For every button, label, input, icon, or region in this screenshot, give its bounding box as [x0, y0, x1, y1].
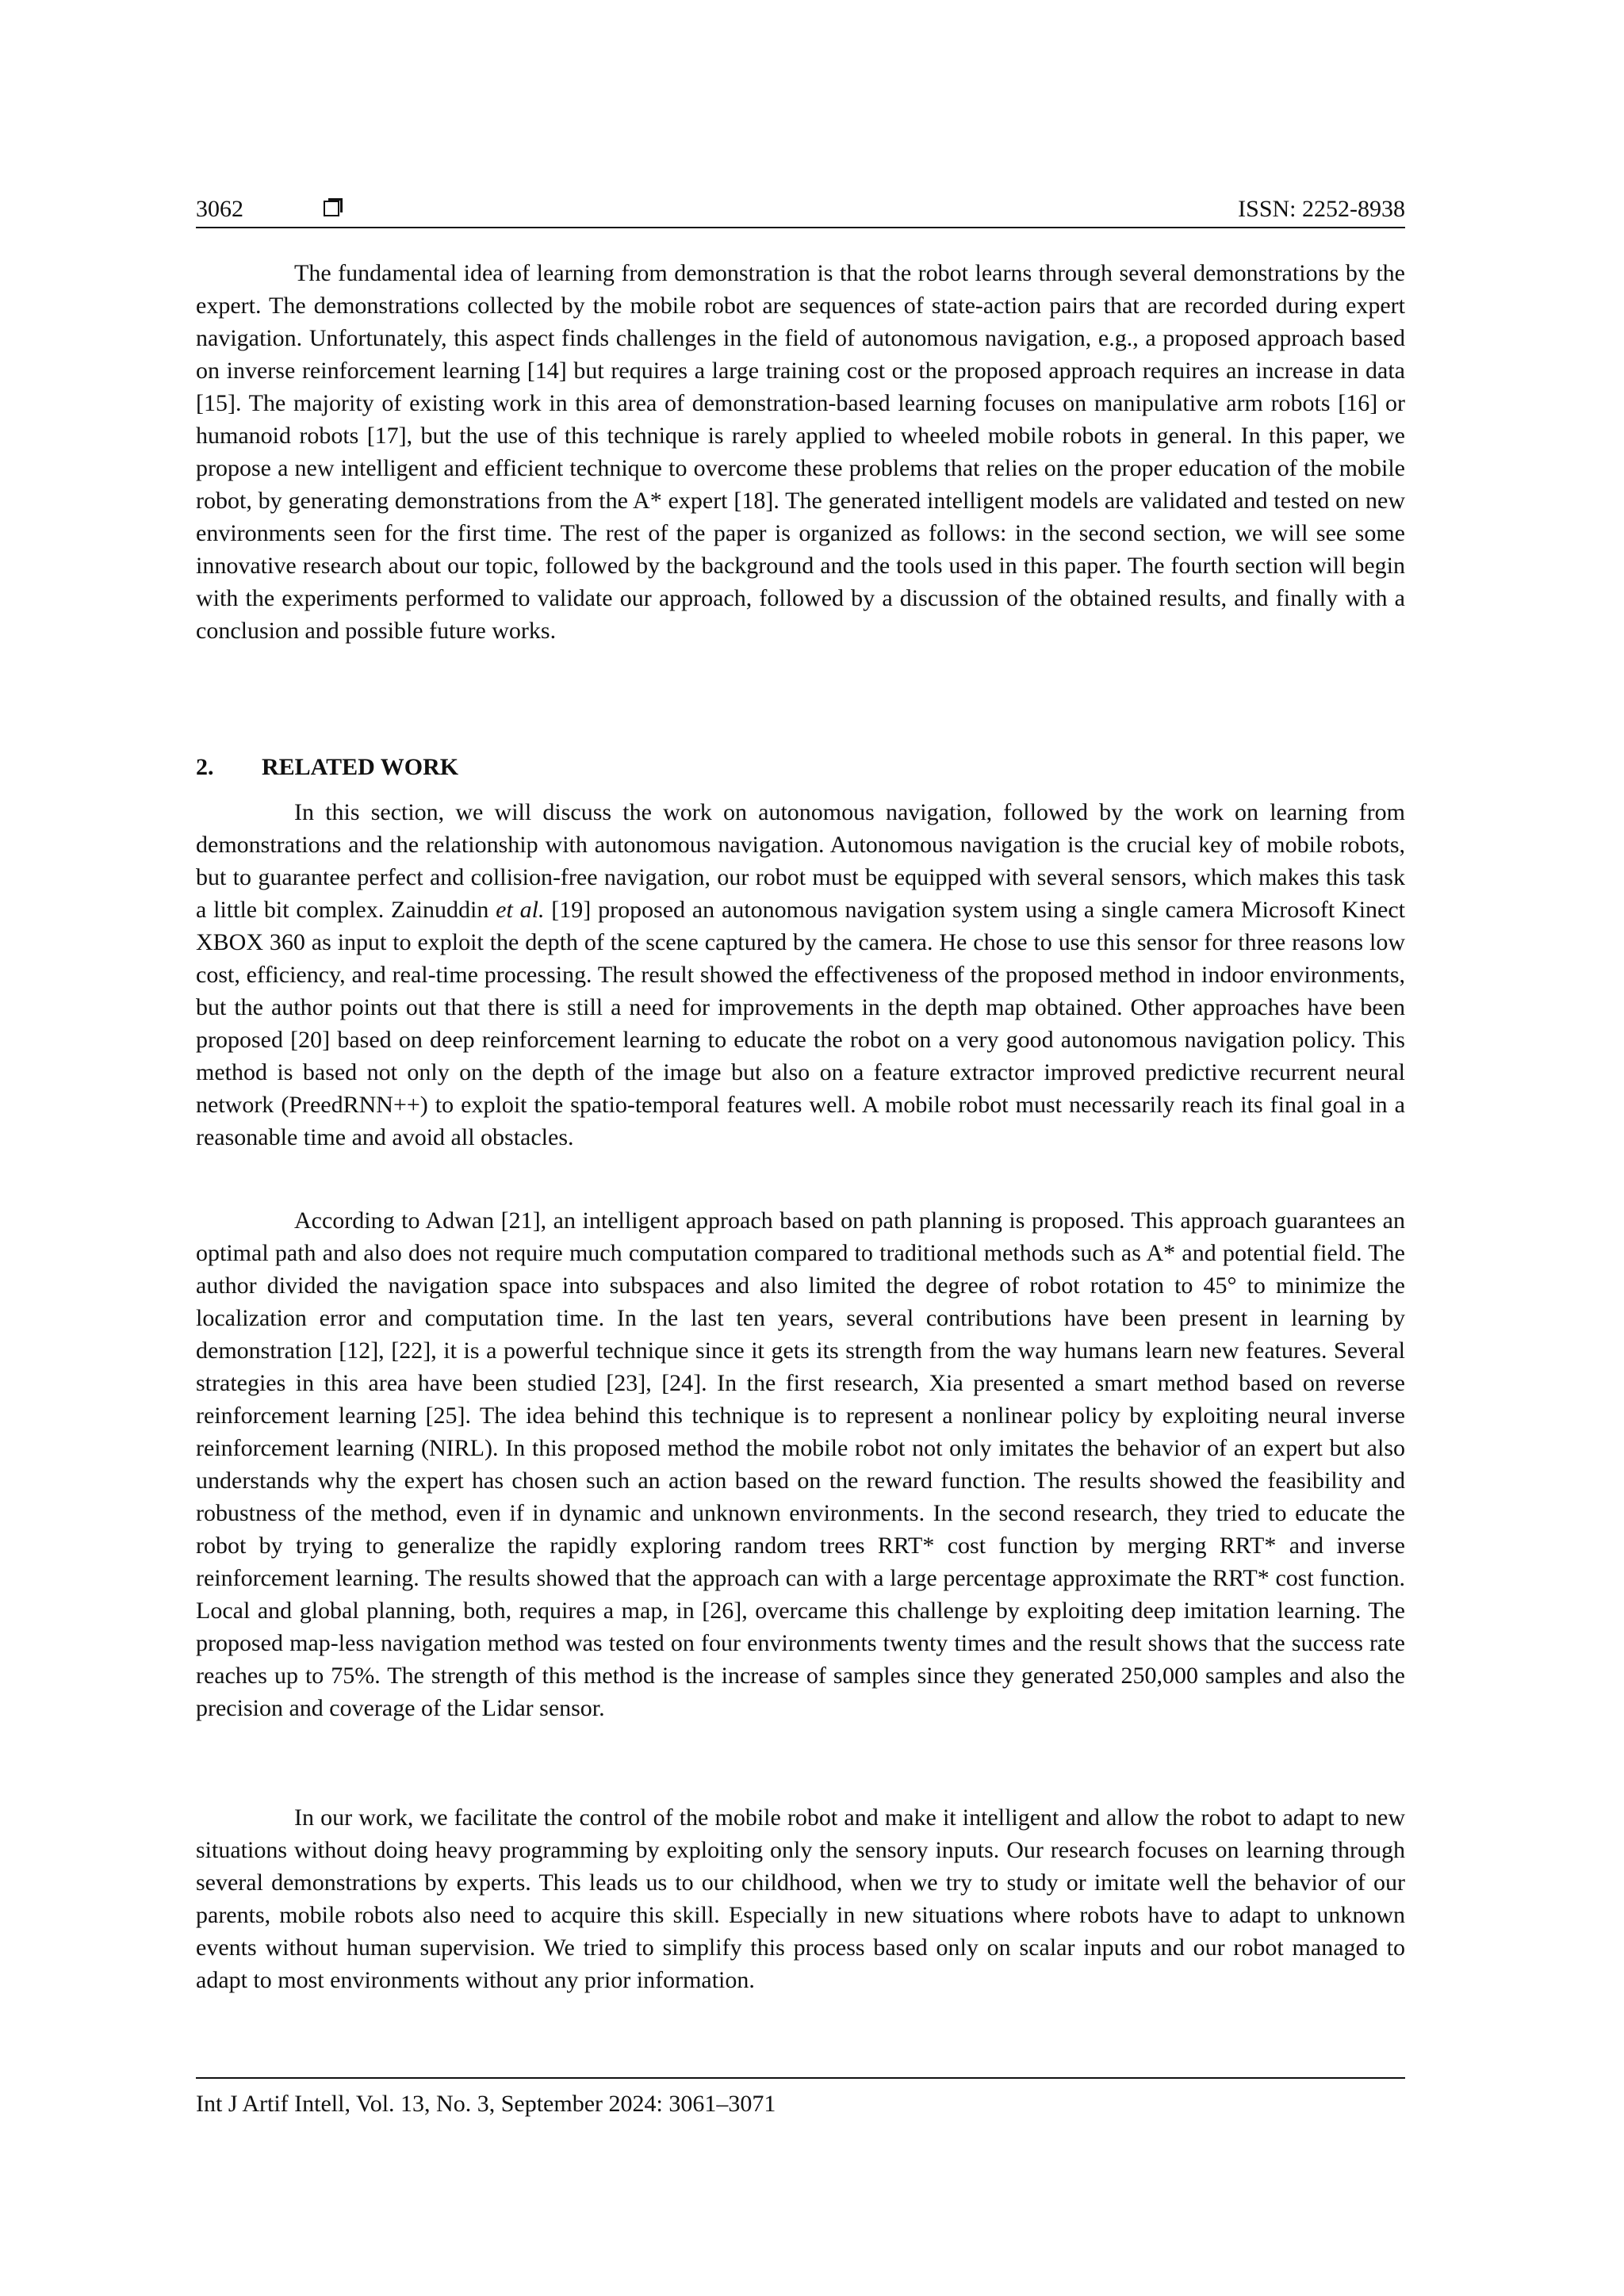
paragraph-related-work-1 [196, 796, 1405, 1154]
footer-rule [196, 2077, 1405, 2079]
header-rule [196, 227, 1405, 228]
section-title: RELATED WORK [262, 754, 459, 780]
related-work-paragraph-1-block [196, 796, 1405, 1154]
journal-footer: Int J Artif Intell, Vol. 13, No. 3, September 2024: 3061–3071 [196, 2091, 776, 2117]
section-number: 2. [196, 754, 214, 780]
paragraph-related-work-3: In our work, we facilitate the control of the mobile robot and make it intelligent and allow the robot to adapt to new situations without doing heavy programming by exploiting only the sensory inputs. Our research focuses on learning through several demonstrations by experts. This leads us to our childhood, when we try to study or imitate well the behavior of our parents, mobile robots also need to acquire this skill. Especially in new situations where robots have to adapt to unknown events without human supervision. We tried to simplify this process based only on scalar inputs and our robot managed to adapt to most environments without any prior information. [196, 1804, 1405, 1993]
page-number: 3062 [196, 196, 243, 222]
et-al-italic: et al. [496, 897, 545, 923]
intro-paragraph-block [196, 257, 1405, 647]
page-header [196, 193, 1405, 225]
checkbox-glyph-icon [324, 201, 339, 216]
section-heading [196, 752, 458, 783]
related-work-paragraph-3-block [196, 1801, 1405, 1996]
paragraph-related-work-2: According to Adwan [21], an intelligent approach based on path planning is proposed. This approach guarantees an optimal path and also does not require much computation compared to traditional methods such as A* and potential field. The author divided the navigation space into subspaces and also limited the degree of robot rotation to 45° to minimize the localization error and computation time. In the last ten years, several contributions have been present in learning by demonstration [12], [22], it is a powerful technique since it gets its strength from the way humans learn new features. Several strategies in this area have been studied [23], [24]. In the first research, Xia presented a smart method based on reverse reinforcement learning [25]. The idea behind this technique is to represent a nonlinear policy by exploiting neural inverse reinforcement learning (NIRL). In this proposed method the mobile robot not only imitates the behavior of an expert but also understands why the expert has chosen such an action based on the reward function. The results showed the feasibility and robustness of the method, even if in dynamic and unknown environments. In the second research, they tried to educate the robot by trying to generalize the rapidly exploring random trees RRT* cost function by merging RRT* and inverse reinforcement learning. The results showed that the approach can with a large percentage approximate the RRT* cost function. Local and global planning, both, requires a map, in [26], overcame this challenge by exploiting deep imitation learning. The proposed map-less navigation method was tested on four environments twenty times and the result shows that the success rate reaches up to 75%. The strength of this method is the increase of samples since they generated 250,000 samples and also the precision and coverage of the Lidar sensor. [196, 1207, 1405, 1721]
paragraph-text: In this section, we will discuss the work on autonomous navigation, followed by the work on learning from demonstrations and the relationship with autonomous navigation. Autonomous navigation is the crucial key of mobile robots, but to guarantee perfect and collision-free navigation, our robot must be equipped with several sensors, which makes this task a little bit complex. Zainuddin [196, 799, 1405, 923]
issn-label: ISSN: 2252-8938 [1238, 196, 1405, 222]
paragraph-intro: The fundamental idea of learning from demonstration is that the robot learns through several demonstrations by the expert. The demonstrations collected by the mobile robot are sequences of state-action pairs that are recorded during expert navigation. Unfortunately, this aspect finds challenges in the field of autonomous navigation, e.g., a proposed approach based on inverse reinforcement learning [14] but requires a large training cost or the proposed approach requires an increase in data [15]. The majority of existing work in this area of demonstration-based learning focuses on manipulative arm robots [16] or humanoid robots [17], but the use of this technique is rarely applied to wheeled mobile robots in general. In this paper, we propose a new intelligent and efficient technique to overcome these problems that relies on the proper education of the mobile robot, by generating demonstrations from the A* expert [18]. The generated intelligent models are validated and tested on new environments seen for the first time. The rest of the paper is organized as follows: in the second section, we will see some innovative research about our topic, followed by the background and the tools used in this paper. The fourth section will begin with the experiments performed to validate our approach, followed by a discussion of the obtained results, and finally with a conclusion and possible future works. [196, 260, 1405, 644]
related-work-paragraph-2-block [196, 1204, 1405, 1724]
paragraph-text: [19] proposed an autonomous navigation system using a single camera Microsoft Kinect XBOX 360 as input to exploit the depth of the scene captured by the camera. He chose to use this sensor for three reasons low cost, efficiency, and real-time processing. The result showed the effectiveness of the proposed method in indoor environments, but the author points out that there is still a need for improvements in the depth map obtained. Other approaches have been proposed [20] based on deep reinforcement learning to educate the robot on a very good autonomous navigation policy. This method is based not only on the depth of the image but also on a feature extractor improved predictive recurrent neural network (PreedRNN++) to exploit the spatio-temporal features well. A mobile robot must necessarily reach its final goal in a reasonable time and avoid all obstacles. [196, 897, 1405, 1150]
